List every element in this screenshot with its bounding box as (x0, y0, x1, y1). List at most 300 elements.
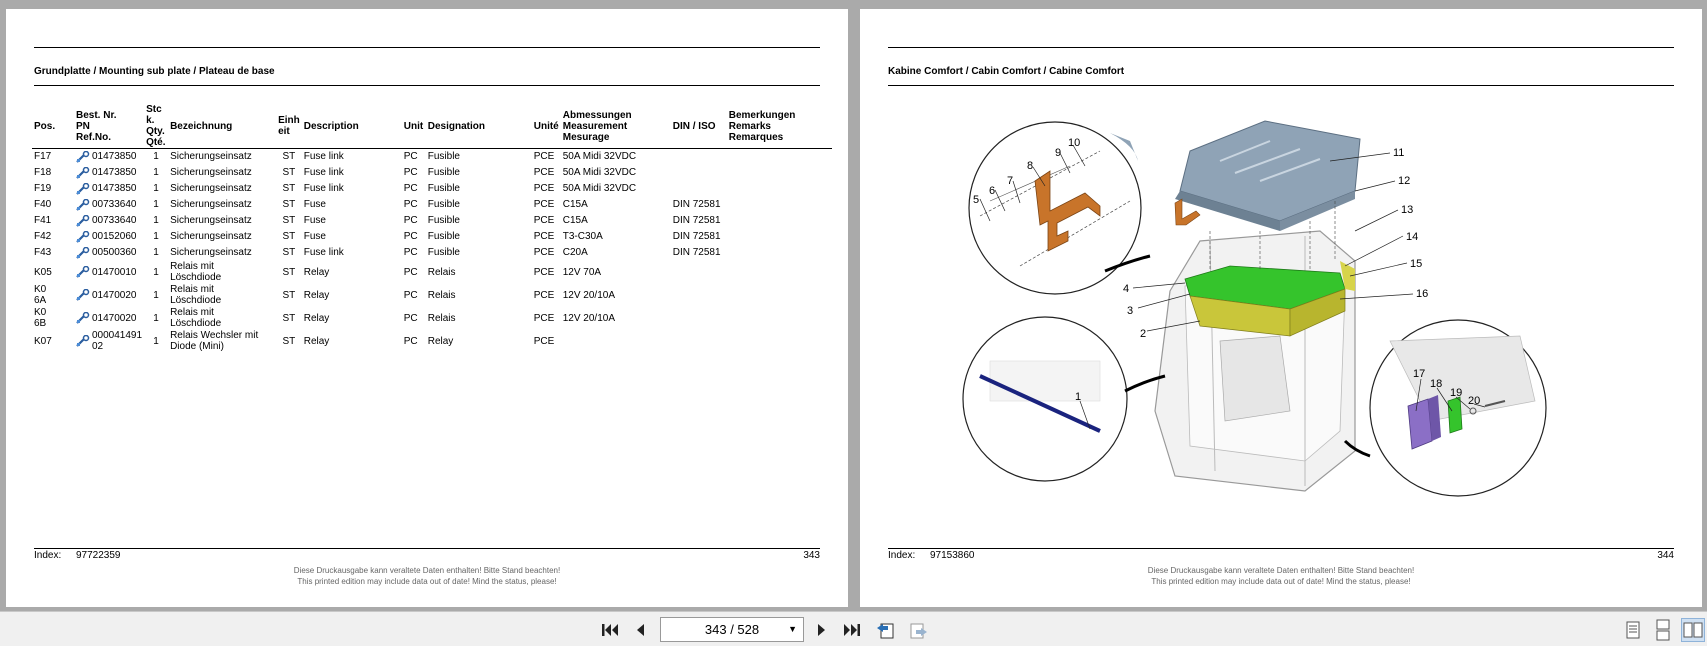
col-description: Description (302, 104, 402, 149)
part-number-line: 01470020 (92, 312, 137, 324)
callout-19: 19 (1450, 387, 1463, 399)
col-qty (144, 104, 168, 149)
two-page-icon (1683, 621, 1703, 639)
row-part-number (74, 181, 144, 197)
table-row (32, 165, 832, 181)
callout-15: 15 (1410, 258, 1423, 270)
row-part-number (74, 149, 144, 165)
row-description: Fuse link (303, 151, 344, 163)
table-row (32, 229, 832, 245)
detail-circle-strip (963, 317, 1127, 481)
table-row (32, 307, 832, 330)
row-pos-line: F18 (34, 167, 52, 178)
row-unite: PCE (533, 312, 555, 324)
row-part-number (74, 307, 144, 330)
row-designation: Fusible (427, 231, 460, 242)
row-description: Relay (303, 289, 330, 301)
row-unite: PCE (533, 231, 555, 242)
first-page-button[interactable] (598, 618, 622, 642)
right-page (860, 9, 1702, 607)
row-bezeichnung-line: Sicherungseinsatz (170, 167, 252, 178)
callout-9: 9 (1055, 147, 1062, 159)
row-description: Relay (303, 266, 330, 278)
wrench-icon (76, 266, 90, 278)
row-measurement: C15A (562, 199, 588, 210)
row-bezeichnung-line: Sicherungseinsatz (170, 231, 252, 242)
row-einheit: ST (282, 247, 296, 258)
row-einheit: ST (282, 312, 296, 324)
wrench-icon (76, 312, 90, 324)
row-unite: PCE (533, 167, 555, 178)
row-pos (32, 229, 74, 245)
table-row (32, 149, 832, 165)
row-bezeichnung-line: Relais mit (170, 284, 214, 295)
part-number-line: 02 (92, 341, 104, 352)
page-title: Kabine Comfort / Cabin Comfort / Cabine Comfort (888, 66, 1125, 77)
next-page-icon (816, 622, 828, 638)
row-measurement: 50A Midi 32VDC (562, 151, 637, 163)
part-number-text[interactable] (92, 313, 137, 324)
callout-11: 11 (1393, 147, 1405, 159)
row-unite: PCE (533, 247, 555, 258)
table-row (32, 261, 832, 284)
notice-de: Diese Druckausgabe kann veraltete Daten enthalten! Bitte Stand beachten! (1147, 566, 1415, 575)
header-line: Stc (146, 104, 162, 115)
row-remarks (727, 307, 832, 330)
wrench-icon (76, 335, 90, 347)
wrench-icon (76, 151, 90, 163)
row-bezeichnung (168, 181, 276, 197)
part-number-text[interactable] (92, 267, 137, 278)
row-einheit: ST (282, 335, 296, 347)
row-qty: 1 (153, 199, 159, 210)
row-pos-line: K0 (34, 307, 47, 318)
row-din-iso (671, 149, 727, 165)
row-din-iso (671, 181, 727, 197)
footer-index (34, 550, 820, 561)
row-measurement (561, 330, 671, 353)
row-din-iso (671, 307, 727, 330)
index-value: 97722359 (76, 550, 121, 561)
parts-table (32, 104, 832, 353)
row-unit: PC (403, 231, 418, 242)
row-pos (32, 261, 74, 284)
row-designation: Relais (427, 312, 456, 324)
detail-circle-relays (1370, 320, 1546, 496)
row-din-iso (671, 284, 727, 307)
page-number: 343 (803, 550, 820, 561)
header-line: Qty. (146, 126, 165, 137)
row-unite: PCE (533, 215, 555, 226)
row-bezeichnung-line: Löschdiode (170, 295, 222, 306)
two-page-view-button[interactable] (1681, 618, 1705, 642)
row-unit: PC (403, 151, 418, 163)
col-abmessungen (561, 104, 671, 149)
row-unite: PCE (533, 199, 555, 210)
title-rule (888, 85, 1674, 86)
row-qty: 1 (153, 247, 159, 258)
part-number-text[interactable] (92, 290, 137, 301)
row-designation: Fusible (427, 247, 460, 258)
go-back-view-icon (875, 620, 897, 640)
row-din-iso (671, 261, 727, 284)
last-page-button[interactable] (840, 618, 864, 642)
row-pos (32, 181, 74, 197)
page-title: Grundplatte / Mounting sub plate / Plateau de base (34, 66, 275, 77)
row-bezeichnung-line: Sicherungseinsatz (170, 183, 252, 194)
row-pos (32, 165, 74, 181)
row-measurement: T3-C30A (562, 231, 603, 242)
go-forward-view-icon (907, 620, 929, 640)
row-din-iso (671, 330, 727, 353)
page-indicator: 343 / 528 (704, 622, 760, 637)
header-line: Einh (278, 115, 300, 126)
row-part-number (74, 229, 144, 245)
row-einheit: ST (282, 231, 296, 242)
row-bezeichnung-line: Sicherungseinsatz (170, 215, 252, 226)
row-unite: PCE (533, 289, 555, 301)
row-unite: PCE (533, 335, 555, 347)
callout-10: 10 (1068, 137, 1081, 149)
row-pos-line: F40 (34, 199, 52, 210)
row-unit: PC (403, 199, 418, 210)
row-bezeichnung-line: Sicherungseinsatz (170, 247, 252, 258)
row-remarks (727, 245, 832, 261)
first-page-icon (601, 622, 619, 638)
part-number-line: 01470010 (92, 266, 137, 278)
row-unit: PC (403, 289, 418, 301)
header-line: Ref.No. (76, 131, 111, 143)
row-bezeichnung-line: Relais Wechsler mit (170, 330, 259, 341)
row-bezeichnung (168, 307, 276, 330)
wrench-icon (76, 215, 90, 227)
row-unite: PCE (533, 183, 555, 194)
row-bezeichnung (168, 330, 276, 353)
row-unit: PC (403, 167, 418, 178)
row-pos-line: 6A (34, 295, 47, 306)
previous-page-button[interactable] (628, 618, 652, 642)
header-line: Abmessungen (562, 109, 632, 121)
row-qty: 1 (153, 335, 159, 347)
page-number-selector[interactable] (660, 617, 804, 642)
row-bezeichnung-line: Diode (Mini) (170, 341, 224, 352)
row-pos (32, 149, 74, 165)
part-number-text[interactable] (92, 183, 137, 194)
last-page-icon (843, 622, 861, 638)
row-bezeichnung (168, 213, 276, 229)
index-label: Index: (34, 550, 62, 561)
row-pos (32, 307, 74, 330)
row-qty: 1 (153, 183, 159, 194)
row-einheit: ST (282, 215, 296, 226)
row-part-number (74, 261, 144, 284)
part-number-line: 01473850 (92, 167, 137, 178)
row-description: Relay (303, 312, 330, 324)
table-row (32, 181, 832, 197)
part-number-line: 00500360 (92, 247, 137, 258)
part-number-text[interactable] (92, 199, 137, 210)
callout-17: 17 (1413, 368, 1426, 380)
row-qty: 1 (153, 167, 159, 178)
row-einheit: ST (282, 183, 296, 194)
wrench-icon (76, 289, 90, 301)
row-bezeichnung-line: Sicherungseinsatz (170, 151, 252, 163)
row-einheit: ST (282, 151, 296, 163)
notice-en: This printed edition may include data out of date! Mind the status, please! (1151, 577, 1411, 586)
row-pos-line: K05 (34, 266, 52, 278)
page-number: 344 (1657, 550, 1674, 561)
previous-page-icon (634, 622, 646, 638)
table-row (32, 213, 832, 229)
col-bemerkungen (727, 104, 832, 149)
row-pos (32, 284, 74, 307)
part-number-text[interactable] (92, 247, 137, 258)
continuous-page-icon (1655, 619, 1671, 641)
row-designation: Fusible (427, 215, 460, 226)
header-line: eit (278, 126, 290, 137)
go-back-view-button[interactable] (874, 618, 898, 642)
row-part-number (74, 330, 144, 353)
row-pos-line: F19 (34, 183, 52, 194)
part-number-text[interactable] (92, 151, 137, 162)
row-part-number (74, 197, 144, 213)
row-bezeichnung-line: Relais mit (170, 261, 214, 272)
col-bezeichnung: Bezeichnung (168, 104, 276, 149)
header-line: Remarques (728, 131, 784, 143)
row-remarks (727, 197, 832, 213)
continuous-view-button[interactable] (1651, 618, 1675, 642)
row-designation: Fusible (427, 151, 460, 163)
row-bezeichnung-line: Löschdiode (170, 318, 222, 329)
row-designation: Fusible (427, 199, 460, 210)
footer-rule (888, 548, 1674, 549)
part-number-line: 01473850 (92, 183, 137, 194)
callout-20: 20 (1468, 395, 1481, 407)
parts-table-body (32, 149, 832, 353)
col-din: DIN / ISO (671, 104, 727, 149)
row-bezeichnung (168, 284, 276, 307)
wrench-icon (76, 247, 90, 259)
row-din-iso: DIN 72581 (672, 247, 721, 258)
row-pos-line: F41 (34, 215, 52, 226)
row-description: Fuse (303, 199, 326, 210)
row-part-number (74, 213, 144, 229)
header-line: k. (146, 115, 155, 126)
row-bezeichnung (168, 149, 276, 165)
part-number-text[interactable] (92, 167, 137, 178)
callout-7: 7 (1007, 175, 1014, 187)
callout-12: 12 (1398, 175, 1411, 187)
callout-2: 2 (1140, 328, 1147, 340)
dropdown-arrow-icon: ▼ (788, 624, 797, 634)
cabin-roof (1175, 121, 1360, 231)
row-pos-line: K0 (34, 284, 47, 295)
row-einheit: ST (282, 199, 296, 210)
row-unite: PCE (533, 266, 555, 278)
col-designation: Designation (426, 104, 532, 149)
col-unit: Unit (402, 104, 426, 149)
row-bezeichnung-line: Relais mit (170, 307, 214, 318)
part-number-line: 01473850 (92, 151, 137, 163)
wrench-icon (76, 231, 90, 243)
row-din-iso: DIN 72581 (672, 231, 721, 242)
row-unit: PC (403, 312, 418, 324)
row-part-number (74, 165, 144, 181)
row-remarks (727, 261, 832, 284)
row-pos-line: F17 (34, 151, 52, 163)
col-einheit (276, 104, 302, 149)
row-description: Fuse (303, 215, 326, 226)
col-unite: Unité (532, 104, 561, 149)
callout-5: 5 (973, 194, 980, 206)
single-page-view-button[interactable] (1621, 618, 1645, 642)
row-unit: PC (403, 247, 418, 258)
col-pos: Pos. (32, 104, 74, 149)
callout-16: 16 (1416, 288, 1429, 300)
header-line: PN (76, 120, 90, 132)
part-number-line: 00733640 (92, 215, 137, 226)
part-number-text[interactable] (92, 330, 142, 352)
part-number-line: 01470020 (92, 289, 137, 301)
col-pn (74, 104, 144, 149)
row-measurement: 50A Midi 32VDC (562, 167, 637, 178)
row-remarks (727, 229, 832, 245)
top-rule (34, 47, 820, 48)
callout-6: 6 (989, 185, 996, 197)
notice-en: This printed edition may include data out of date! Mind the status, please! (297, 577, 557, 586)
row-din-iso (671, 165, 727, 181)
row-part-number (74, 284, 144, 307)
callout-14: 14 (1406, 231, 1419, 243)
part-number-line: 00733640 (92, 199, 137, 210)
next-page-button[interactable] (810, 618, 834, 642)
row-description: Relay (303, 335, 330, 347)
row-din-iso: DIN 72581 (672, 199, 721, 210)
row-pos (32, 245, 74, 261)
row-qty: 1 (153, 312, 159, 324)
row-designation: Relais (427, 266, 456, 278)
row-part-number (74, 245, 144, 261)
row-bezeichnung (168, 165, 276, 181)
row-unit: PC (403, 183, 418, 194)
header-line: Bemerkungen (728, 109, 796, 121)
header-line: Measurement (562, 120, 628, 132)
row-pos-line: F42 (34, 231, 52, 242)
header-line: Mesurage (562, 131, 610, 143)
row-designation: Relais (427, 289, 456, 301)
row-bezeichnung-line: Löschdiode (170, 272, 222, 283)
row-designation: Relay (427, 335, 454, 347)
row-description: Fuse link (303, 247, 344, 258)
row-qty: 1 (153, 289, 159, 301)
callout-4: 4 (1123, 283, 1130, 295)
notice-de: Diese Druckausgabe kann veraltete Daten enthalten! Bitte Stand beachten! (293, 566, 561, 575)
row-description: Fuse (303, 231, 326, 242)
row-unit: PC (403, 335, 418, 347)
row-measurement: 50A Midi 32VDC (562, 183, 637, 194)
row-remarks (727, 181, 832, 197)
go-forward-view-button[interactable] (906, 618, 930, 642)
row-remarks (727, 284, 832, 307)
row-pos-line: 6B (34, 318, 47, 329)
row-unite: PCE (533, 151, 555, 163)
viewer-toolbar (0, 611, 1707, 646)
part-number-text[interactable] (92, 231, 137, 242)
cabin-exploded-diagram (960, 111, 1580, 541)
wrench-icon (76, 183, 90, 195)
row-pos-line: K07 (34, 335, 52, 347)
single-page-icon (1625, 620, 1641, 640)
row-bezeichnung-line: Sicherungseinsatz (170, 199, 252, 210)
row-remarks (727, 149, 832, 165)
wrench-icon (76, 199, 90, 211)
title-rule (34, 85, 820, 86)
table-row (32, 330, 832, 353)
row-description: Fuse link (303, 167, 344, 178)
footer-index (888, 550, 1674, 561)
table-row (32, 197, 832, 213)
row-remarks (727, 330, 832, 353)
part-number-line: 00152060 (92, 231, 137, 242)
header-line: Qté. (146, 137, 166, 148)
row-remarks (727, 213, 832, 229)
row-pos (32, 213, 74, 229)
row-measurement: 12V 20/10A (562, 312, 615, 324)
footer-rule (34, 548, 820, 549)
header-line: Remarks (728, 120, 771, 132)
row-remarks (727, 165, 832, 181)
row-qty: 1 (153, 231, 159, 242)
part-number-line: 000041491 (92, 330, 143, 341)
row-measurement: C20A (562, 247, 588, 258)
row-einheit: ST (282, 167, 296, 178)
row-einheit: ST (282, 289, 296, 301)
callout-18: 18 (1430, 378, 1443, 390)
row-din-iso: DIN 72581 (672, 215, 721, 226)
index-label: Index: (888, 550, 916, 561)
row-designation: Fusible (427, 167, 460, 178)
row-designation: Fusible (427, 183, 460, 194)
row-bezeichnung (168, 197, 276, 213)
callout-3: 3 (1127, 305, 1134, 317)
top-rule (888, 47, 1674, 48)
table-row (32, 284, 832, 307)
row-pos-line: F43 (34, 247, 52, 258)
row-pos (32, 330, 74, 353)
row-einheit: ST (282, 266, 296, 278)
row-measurement: 12V 70A (562, 266, 602, 278)
index-value: 97153860 (930, 550, 975, 561)
row-measurement: 12V 20/10A (562, 289, 615, 301)
row-description: Fuse link (303, 183, 344, 194)
callout-1: 1 (1075, 391, 1082, 403)
row-qty: 1 (153, 151, 159, 163)
row-qty: 1 (153, 266, 159, 278)
row-unit: PC (403, 266, 418, 278)
part-number-text[interactable] (92, 215, 137, 226)
callout-13: 13 (1401, 204, 1414, 216)
header-line: Best. Nr. (76, 109, 117, 121)
row-bezeichnung (168, 245, 276, 261)
row-qty: 1 (153, 215, 159, 226)
wrench-icon (76, 167, 90, 179)
table-row (32, 245, 832, 261)
left-page (6, 9, 848, 607)
row-bezeichnung (168, 261, 276, 284)
row-unit: PC (403, 215, 418, 226)
row-measurement: C15A (562, 215, 588, 226)
row-bezeichnung (168, 229, 276, 245)
